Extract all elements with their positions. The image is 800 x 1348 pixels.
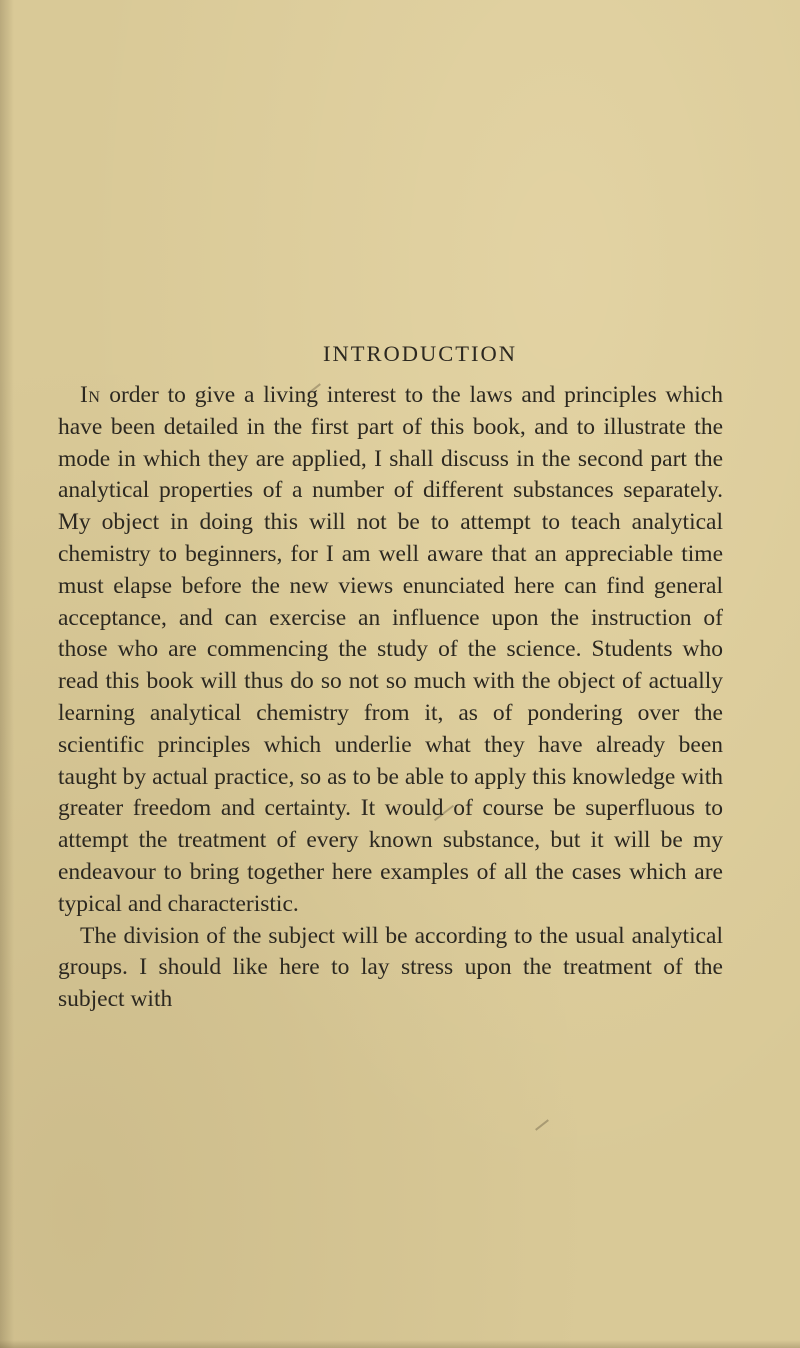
lead-word: In: [80, 382, 101, 408]
paper-mark: [535, 1119, 549, 1130]
page-edge-shadow: [0, 0, 14, 1348]
paragraph-text: order to give a living interest to the laws and principles which have been detailed in the first part of this book, and to illustrate the mode in which they are applied, I shall discuss in the second part the analytical properties of a number of different substances separately. My object in doing this will not be to attempt to teach analytical chemistry to beginners, for I am well aware that an appreciable time must elapse before the new views enunciated here can find general acceptance, and can exercise an influence upon the instruction of those who are commencing the study of the science. Students who read this book will thus do so not so much with the object of actually learning analytical chemistry from it, as of pondering over the scientific principles which underlie what they have already been taught by actual practice, so as to be able to apply this knowledge with greater freedom and certainty. It would of course be superfluous to attempt the treatment of every known substance, but it will be my endeavour to bring together here examples of all the cases which are typical and characteristic.: [58, 382, 723, 917]
page-title: [0, 339, 800, 369]
page-bottom-shadow: [0, 1340, 800, 1348]
body-text: [58, 380, 723, 1016]
paragraph: [58, 921, 723, 1016]
paragraph: [58, 380, 723, 921]
page-title-text: INTRODUCTION: [323, 341, 517, 366]
paragraph-text: The division of the subject will be according to the usual analytical groups. I should like here to lay stress upon the treatment of the subject with: [58, 922, 723, 1013]
